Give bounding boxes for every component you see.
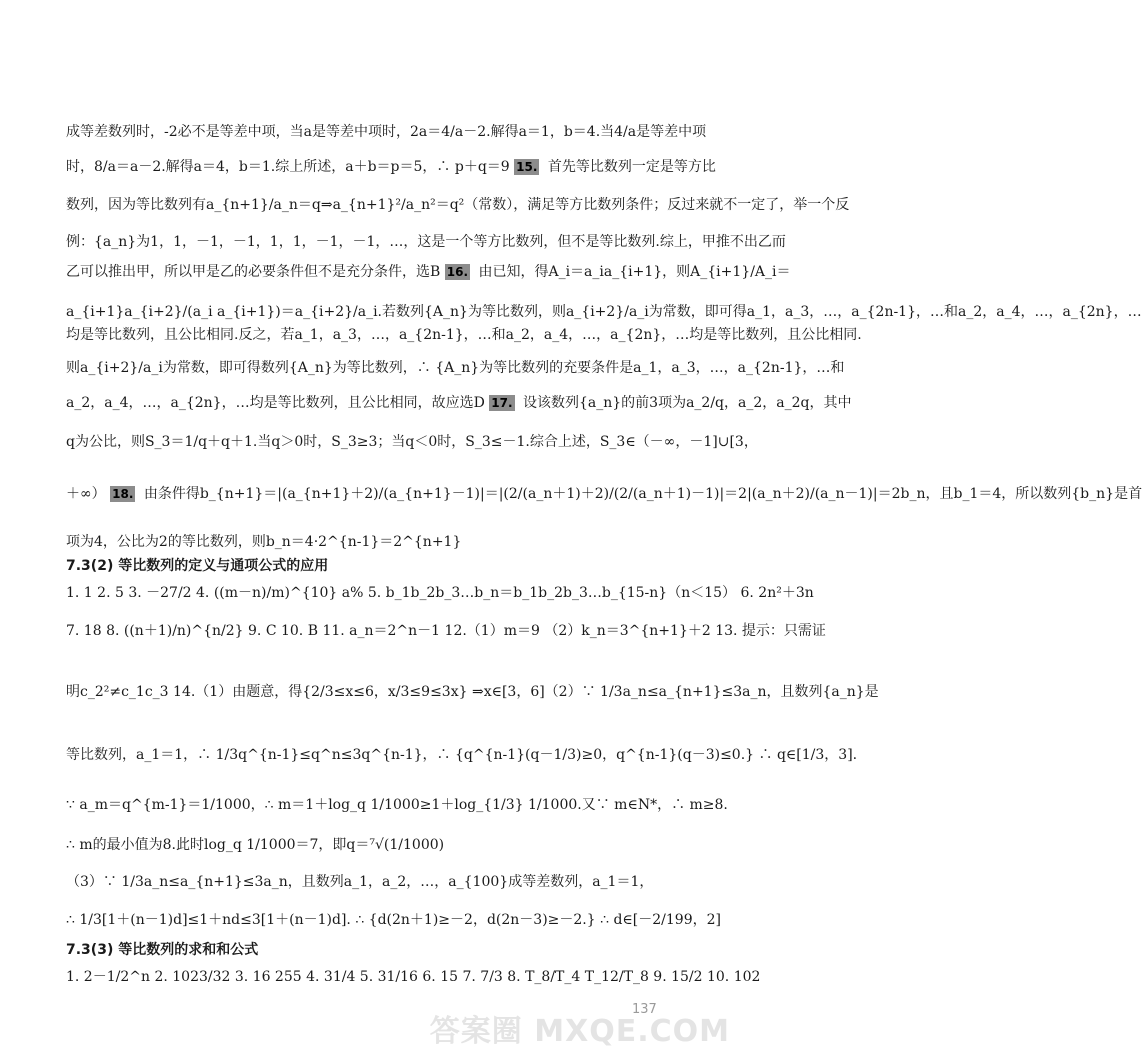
section-heading: 7.3(2) 等比数列的定义与通项公式的应用 [66,558,329,574]
text-line: 成等差数列时，-2必不是等差中项，当a是等差中项时，2a＝4/a－2.解得a＝1，b＝4.当4/a是等差中项 [66,124,707,140]
text-segment: 首先等比数列一定是等方比 [547,159,716,175]
text-line: 则a_{i+2}/a_i为常数，即可得数列{A_n}为等比数列，∴ {A_n}为等比数列的充要条件是a_1，a_3，…，a_{2n-1}，…和 [66,360,845,376]
answer-line: 等比数列，a_1＝1，∴ 1/3q^{n-1}≤q^n≤3q^{n-1}，∴ {q^{n-1}(q－1/3)≥0，q^{n-1}(q－3)≤0.} ∴ q∈[1/3，3]. [66,747,858,763]
question-number: 15. [516,160,538,174]
answer-line: （3）∵ 1/3a_n≤a_{n+1}≤3a_n，且数列a_1，a_2，…，a_{100}成等差数列，a_1＝1， [66,874,654,890]
text-line [66,157,716,177]
text-line [66,393,852,413]
text-line: q为公比，则S_3＝1/q＋q＋1.当q＞0时，S_3≥3；当q＜0时，S_3≤－1.综合上述，S_3∈（－∞，－1]∪[3， [66,434,758,450]
text-line [66,262,791,282]
answer-line: ∴ m的最小值为8.此时log_q 1/1000＝7，即q＝⁷√(1/1000) [66,837,445,853]
answer-line: ∵ a_m＝q^{m-1}＝1/1000，∴ m＝1＋log_q 1/1000≥1＋log_{1/3} 1/1000.又∵ m∈N*，∴ m≥8. [66,797,728,813]
text-segment: 由条件得b_{n+1}＝|(a_{n+1}＋2)/(a_{n+1}－1)|＝|(2/(a_n＋1)＋2)/(2/(a_n＋1)－1)|＝2|(a_n＋2)/(a_n－1)|＝2b_n，且b_1＝4，所以数列{b_n}是首 [143,486,1142,502]
text-line [66,484,1142,504]
text-segment: 设该数列{a_n}的前3项为a_2/q，a_2，a_2q，其中 [523,395,852,411]
text-line: 均是等比数列，且公比相同.反之，若a_1，a_3，…，a_{2n-1}，…和a_2，a_4，…，a_{2n}，…均是等比数列，且公比相同. [66,327,862,343]
question-number: 17. [491,396,513,410]
text-line: 例：{a_n}为1，1，－1，－1，1，1，－1，－1，…，这是一个等方比数列，但不是等比数列.综上，甲推不出乙而 [66,234,786,250]
section-heading: 7.3(3) 等比数列的求和和公式 [66,942,259,958]
text-segment: 时，8/a＝a－2.解得a＝4，b＝1.综上所述，a＋b＝p＝5，∴ p＋q＝9 [66,159,510,175]
answer-line: 明c_2²≠c_1c_3 14.（1）由题意，得{2/3≤x≤6，x/3≤9≤3x} ⇒x∈[3，6]（2）∵ 1/3a_n≤a_{n+1}≤3a_n，且数列{a_n}是 [66,684,879,700]
watermark-logo: 答案圈 MXQE.COM [429,1014,730,1049]
text-line: 数列，因为等比数列有a_{n+1}/a_n＝q⇒a_{n+1}²/a_n²＝q²（常数），满足等方比数列条件；反过来就不一定了，举一个反 [66,197,850,213]
text-line: 项为4，公比为2的等比数列，则b_n＝4·2^{n-1}＝2^{n+1} [66,534,462,550]
text-segment: a_2，a_4，…，a_{2n}，…均是等比数列，且公比相同，故应选D [66,395,485,411]
answer-line: 1. 1 2. 5 3. －27/2 4. ((m－n)/m)^{10} a% 5. b_1b_2b_3…b_n＝b_1b_2b_3…b_{15-n}（n＜15） 6. 2n²＋3n [66,585,814,601]
question-number: 18. [112,487,134,501]
question-number: 16. [446,265,469,279]
answer-line: 1. 2－1/2^n 2. 1023/32 3. 16 255 4. 31/4 5. 31/16 6. 15 7. 7/3 8. T_8/T_4 T_12/T_8 9. 15/2 10. 102 [66,969,761,985]
answer-line: 7. 18 8. ((n＋1)/n)^{n/2} 9. C 10. B 11. a_n＝2^n－1 12.（1）m＝9 （2）k_n＝3^{n+1}＋2 13. 提示：只需证 [66,623,826,639]
text-line: a_{i+1}a_{i+2}/(a_i a_{i+1})＝a_{i+2}/a_i.若数列{A_n}为等比数列，则a_{i+2}/a_i为常数，即可得a_1，a_3，…，a_{2n-1}，…和a_2，a_4，…，a_{2n}，… [66,304,1142,320]
text-segment: ＋∞） [66,486,106,502]
answer-line: ∴ 1/3[1＋(n－1)d]≤1＋nd≤3[1＋(n－1)d]. ∴ {d(2n＋1)≥－2，d(2n－3)≥－2.} ∴ d∈[－2/199，2] [66,912,721,928]
text-segment: 乙可以推出甲，所以甲是乙的必要条件但不是充分条件，选B [66,264,441,280]
text-segment: 由已知，得A_i＝a_ia_{i+1}，则A_{i+1}/A_i＝ [478,264,791,280]
page-number: 137 [632,1002,657,1017]
